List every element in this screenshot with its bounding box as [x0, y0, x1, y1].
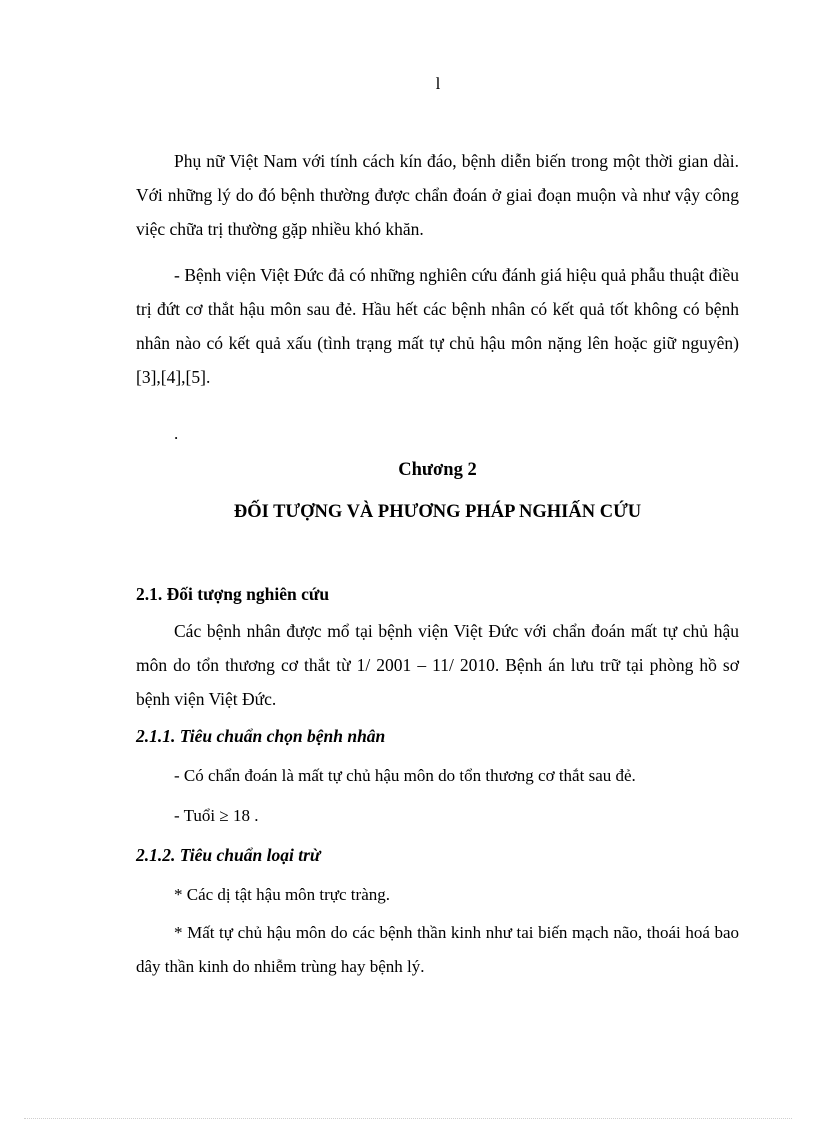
- page-bottom-divider: [24, 1118, 792, 1119]
- paragraph-viet-duc-research: - Bệnh viện Việt Đức đả có những nghiên cứu đánh giá hiệu quả phẫu thuật điều trị đứt cơ thắt hậu môn sau đẻ. Hầu hết các bệnh nhân có kết quả tốt không có bệnh nhân nào có kết quả xấu (tình trạng mất tự chủ hậu môn nặng lên hoặc giữ nguyên) [3],[4],[5].: [136, 265, 739, 387]
- document-body: [136, 144, 739, 984]
- chapter-title: ĐỐI TƯỢNG VÀ PHƯƠNG PHÁP NGHIẤN CỨU: [233, 502, 642, 522]
- exclusion-criterion: * Mất tự chủ hậu môn do các bệnh thần kinh như tai biến mạch não, thoái hoá bao dây thần kinh do nhiễm trùng hay bệnh lý.: [136, 923, 739, 976]
- chapter-label: Chương 2: [398, 460, 477, 480]
- section-2-1-text: Các bệnh nhân được mổ tại bệnh viện Việt Đức với chẩn đoán mất tự chủ hậu môn do tổn thương cơ thắt từ 1/ 2001 – 11/ 2010. Bệnh án lưu trữ tại phòng hồ sơ bệnh viện Việt Đức.: [136, 621, 739, 709]
- inclusion-criterion: - Tuổi ≥ 18 .: [174, 806, 259, 825]
- section-heading-2-1-1: 2.1.1. Tiêu chuẩn chọn bệnh nhân: [136, 726, 386, 746]
- section-heading-2-1: 2.1. Đối tượng nghiên cứu: [136, 584, 330, 604]
- paragraph-intro: Phụ nữ Việt Nam với tính cách kín đáo, bệnh diễn biến trong một thời gian dài. Với những lý do đó bệnh thường được chẩn đoán ở giai đoạn muộn và như vậy công việc chữa trị thường gặp nhiều khó khăn.: [136, 151, 739, 239]
- inclusion-criterion: - Có chẩn đoán là mất tự chủ hậu môn do tổn thương cơ thắt sau đẻ.: [174, 766, 636, 785]
- section-heading-2-1-2: 2.1.2. Tiêu chuẩn loại trừ: [136, 845, 321, 865]
- page-number: l: [435, 74, 441, 93]
- stray-dot: .: [174, 424, 179, 443]
- exclusion-criterion: * Các dị tật hậu môn trực tràng.: [174, 885, 390, 904]
